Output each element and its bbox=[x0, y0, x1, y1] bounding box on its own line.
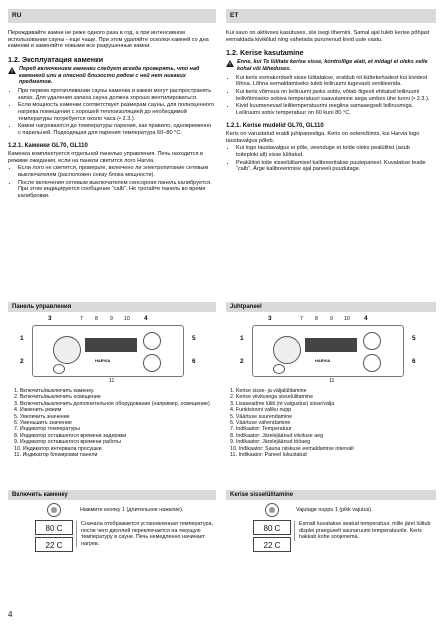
callout-8: 8 bbox=[95, 316, 98, 322]
ru-intro: Переждавайте камни не реже одного раза в год, а при интенсивном использовании сауны - еще чаще. При этом удаляйте осколки камней со дна каменки и заменяйте новыми все разрушенные камни. bbox=[8, 30, 209, 50]
legend-item: 1. Включить/выключить каменку. bbox=[14, 388, 95, 394]
callout-10: 10 bbox=[344, 316, 350, 322]
control-panel bbox=[32, 325, 184, 377]
et-column bbox=[226, 30, 432, 174]
list-item: • При первом протапливании сауны каменка и камни могут распространять запах. Для удаления запаха сауна должна хорошо вентилироваться. bbox=[18, 88, 214, 101]
ru-panel-text: Каменка комплектуется отдельной панелью управления. Печь находится в режиме ожидания, если на панели светится лого Harvia. bbox=[8, 150, 203, 164]
legend-item: 6. Väärtuse vähendamine bbox=[230, 420, 291, 427]
ru-switch-on-header: Включить каменку bbox=[8, 490, 216, 500]
display-screen bbox=[85, 338, 137, 352]
warning-icon bbox=[8, 67, 16, 74]
callout-10: 10 bbox=[124, 316, 130, 322]
ru-panel-heading: 1.2.1. Каменки GL70, GL110 bbox=[8, 142, 88, 149]
page-number: 4 bbox=[8, 610, 13, 619]
list-item: • Kui keris esmakordselt sisse lülitatakse, eraldub nii küttekehadest kui kividest lõhna. Lõhna eemaldamiseks tuleb leiliruumi tugevasti ventileerida. bbox=[236, 75, 432, 88]
ru-press-text: Нажмите кнопку 1 (длительное нажатие). bbox=[80, 507, 184, 513]
lang-header-ru: RU bbox=[8, 9, 216, 23]
et-switch-on-header: Kerise sisselülitamine bbox=[226, 490, 436, 500]
legend-item: 10. Индикатор интервала просушки bbox=[14, 445, 102, 452]
legend-item: 3. Включить/выключить дополнительное оборудование (например, освещение) bbox=[14, 400, 210, 407]
legend-item: 7. Индикатор температуры bbox=[14, 426, 81, 433]
legend-item: 7. Indikaator: Temperatuur bbox=[230, 426, 292, 433]
warning-icon bbox=[226, 60, 234, 67]
et-legend bbox=[230, 388, 436, 458]
brand-logo: HARVIA bbox=[315, 358, 331, 363]
et-warning: Enne, kui Te lülitate kerise sisse, kontrollige alati, et midagi ei oleks selle kohal või läheduses. bbox=[226, 59, 432, 72]
list-item: • Камни нагреваются до температуры парения, как правило, одновременно с парильней. Подходящая для парения температура 60–80 °C. bbox=[18, 123, 214, 136]
ru-operation-heading: 1.2. Эксплуатация каменки bbox=[8, 55, 104, 65]
legend-item: 11. Индикатор блокировки панели bbox=[14, 452, 98, 459]
et-panel-heading: 1.2.1. Kerise mudelid GL70, GL110 bbox=[226, 122, 324, 129]
lock-indicator-icon bbox=[273, 364, 285, 374]
list-item: • Kui logo taustavalgus ei põle, veenduge et toide oleks pealülitist (asub toiteploki all) sisse lülitatud. bbox=[236, 145, 432, 158]
legend-item: 6. Уменьшить значение bbox=[14, 420, 72, 427]
callout-9: 9 bbox=[330, 316, 333, 322]
ru-warning: Перед включением каменки следует всегда проверять, что над каменкой или в опасной близости рядом с ней нет никаких предметов. bbox=[8, 66, 214, 86]
legend-item: 2. Kerise viivitusega sisselülitamine bbox=[230, 394, 314, 401]
legend-item: 9. Индикатор оставшегося времени работы bbox=[14, 439, 121, 446]
callout-7: 7 bbox=[300, 316, 303, 322]
power-button[interactable] bbox=[273, 336, 301, 364]
et-temperature-note: Esmalt kuvatakse seatud temperatuur, mille järel lülitub displei praeguselt saunaruumi temperatuurile. Keris hakkab kohe soojenema. bbox=[294, 521, 437, 541]
callout-5: 5 bbox=[192, 335, 196, 342]
callout-9: 9 bbox=[110, 316, 113, 322]
legend-item: 1. Kerise sisse- ja väljalülitamine bbox=[230, 388, 307, 394]
callout-11: 11 bbox=[329, 378, 335, 384]
lang-header-et: ET bbox=[226, 9, 436, 23]
legend-item: 11. Indikaator: Paneel lukustatud bbox=[230, 452, 307, 459]
display-screen bbox=[305, 338, 357, 352]
press-button-icon bbox=[265, 503, 279, 517]
current-temperature-display: 22 C bbox=[35, 537, 73, 552]
ru-control-panel-diagram bbox=[20, 315, 200, 385]
control-panel bbox=[252, 325, 404, 377]
legend-item: 8. Индикатор оставшегося времени задержки bbox=[14, 432, 127, 439]
current-temperature-display: 22 C bbox=[253, 537, 291, 552]
callout-4: 4 bbox=[144, 315, 148, 322]
brand-logo: HARVIA bbox=[95, 358, 111, 363]
set-temperature-display: 80 C bbox=[253, 520, 291, 535]
et-panel-bullets bbox=[226, 145, 432, 173]
callout-6: 6 bbox=[192, 358, 196, 365]
decrease-button[interactable] bbox=[363, 354, 381, 372]
list-item: • Pealülitist toite sisselülitamisel kalibreeritakse puutepaneel. Kuvatakse teade “calb”. Ärge kalibreerimise ajal paneeli puudutage. bbox=[236, 160, 432, 173]
callout-2: 2 bbox=[20, 358, 24, 365]
increase-button[interactable] bbox=[363, 332, 381, 350]
et-operation-heading: 1.2. Kerise kasutamine bbox=[226, 48, 304, 58]
ru-temperature-note: Сначала отображается установленная температура, после чего дисплей переключается на текущую температуру в сауне. Печь немедленно начинает нагрев. bbox=[76, 521, 217, 547]
list-item: • Если лого не светится, проверьте, включено ли электропитание сетевым выключателем (расположен снизу блока мощности). bbox=[18, 165, 214, 178]
et-press-text: Vajutage nuppu 1 (pikk vajutus). bbox=[296, 507, 373, 513]
legend-item: 8. Indikaator: Järelejäänud viivituse aeg bbox=[230, 432, 324, 439]
legend-item: 9. Indikaator: Järelejäänud tööaeg bbox=[230, 439, 311, 446]
ru-panel-bullets bbox=[8, 165, 214, 200]
et-panel-text: Keris on varustatud eraldi juhtpaneeliga. Keris on ooterežiimis, kui Harvia logo taustavalgus põleb. bbox=[226, 130, 420, 144]
callout-6: 6 bbox=[412, 358, 416, 365]
list-item: • Если мощность каменки соответствует размерам сауны, для полноценного нагрева помещения с хорошей теплоизоляцией до необходимой температуры потребуется около часа (• 2.3.). bbox=[18, 102, 214, 122]
legend-item: 5. Увеличить значение bbox=[14, 413, 70, 420]
legend-item: 5. Väärtuse suurendamine bbox=[230, 413, 293, 420]
callout-4: 4 bbox=[364, 315, 368, 322]
legend-item: 10. Indikaator: Sauna niiskuse eemaldamise intervall bbox=[230, 445, 354, 452]
callout-1: 1 bbox=[240, 335, 244, 342]
callout-3: 3 bbox=[48, 315, 52, 322]
callout-5: 5 bbox=[412, 335, 416, 342]
legend-item: 4. Изменить режим bbox=[14, 407, 62, 414]
list-item: • Kui keris võimsus on leiliruumi jaoks sobiv, võtab õigesti ehitatud leiliruumi leilivõtmiseks sobiva temperatuuri saavutamine aega umbes ühe tunni (• 2.3.). bbox=[236, 89, 432, 102]
callout-11: 11 bbox=[109, 378, 115, 384]
ru-bullet-list bbox=[8, 88, 214, 137]
list-item: • Kivid kuumenevad leilitemperatuurini reeglina samaaegselt leiliruumiga. Leiliruumi sobiv temperatuur on 60 kuni 80 °C. bbox=[236, 103, 432, 116]
et-control-panel-diagram bbox=[240, 315, 420, 385]
et-intro: Kui saun on aktiivses kasutuses, siis isegi tihemini. Samal ajal tuleb kerise põhjast eemaldada kivikillud ning vahetada purunenud kivid uute vastu. bbox=[226, 30, 430, 43]
callout-3: 3 bbox=[268, 315, 272, 322]
ru-legend bbox=[14, 388, 214, 458]
list-item: • После включения сетевым выключателем сенсорная панель калибруется. При этом индицируется сообщение “calb”. Не трогайте панель во время калибровки. bbox=[18, 180, 214, 200]
set-temperature-display: 80 C bbox=[35, 520, 73, 535]
lock-indicator-icon bbox=[53, 364, 65, 374]
ru-column bbox=[8, 30, 214, 201]
callout-2: 2 bbox=[240, 358, 244, 365]
legend-item: 4. Funktsiooni valiku nupp bbox=[230, 407, 292, 414]
callout-7: 7 bbox=[80, 316, 83, 322]
press-button-icon bbox=[47, 503, 61, 517]
power-button[interactable] bbox=[53, 336, 81, 364]
callout-1: 1 bbox=[20, 335, 24, 342]
et-panel-section-header: Juhtpaneel bbox=[226, 302, 436, 312]
ru-panel-section-header: Панель управления bbox=[8, 302, 216, 312]
callout-8: 8 bbox=[315, 316, 318, 322]
increase-button[interactable] bbox=[143, 332, 161, 350]
decrease-button[interactable] bbox=[143, 354, 161, 372]
legend-item: 3. Lisaseadme lüliti (nt valgustus) sisse/välja bbox=[230, 400, 335, 407]
et-bullet-list bbox=[226, 75, 432, 117]
legend-item: 2. Включить/выключить освещение bbox=[14, 394, 101, 401]
